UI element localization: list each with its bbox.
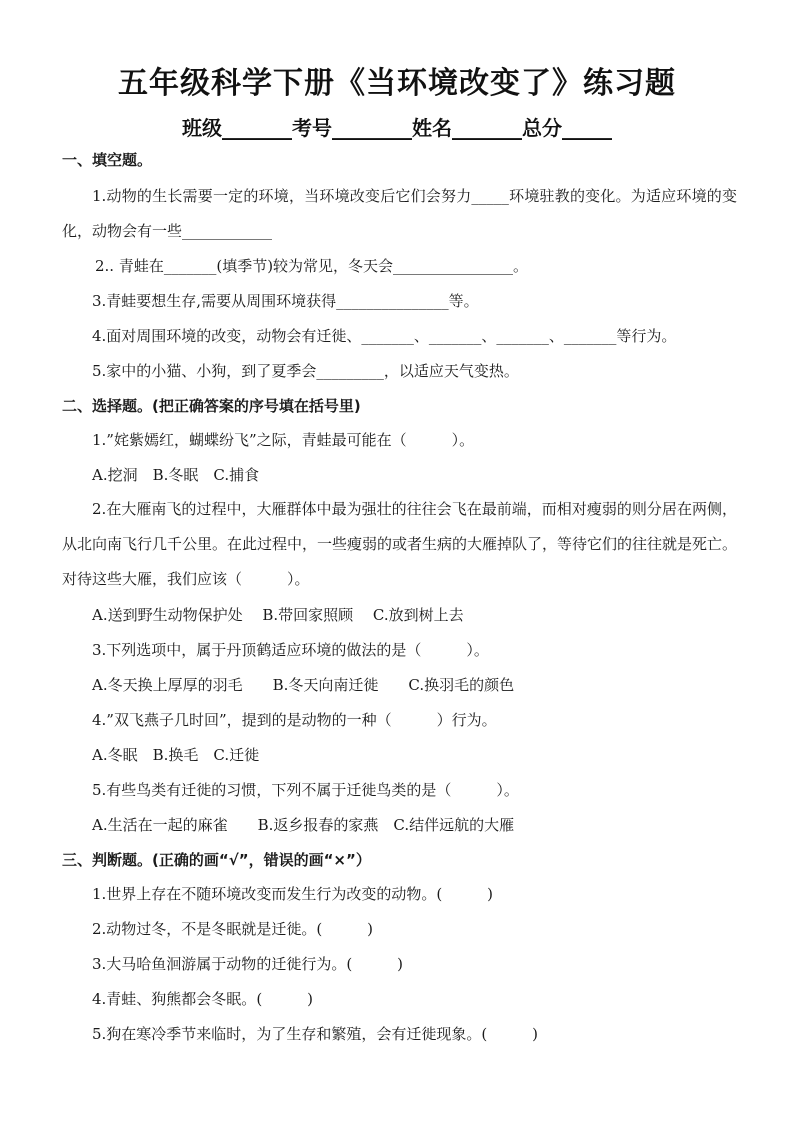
choice-question-2: 2.在大雁南飞的过程中，大雁群体中最为强壮的往往会飞在最前端，而相对瘦弱的则分居在两侧，从北向南飞行几千公里。在此过程中，一些瘦弱的或者生病的大雁掉队了，等待它们的往往就是死亡。对待这些大雁，我们应该（ ）。	[62, 500, 738, 588]
student-info-line: 班级_______考号________姓名_______总分_____	[182, 116, 612, 140]
section-heading-multiple-choice: 二、选择题。(把正确答案的序号填在括号里)	[62, 397, 361, 415]
choice-question-5: 5.有些鸟类有迁徙的习惯，下列不属于迁徙鸟类的是（ ）。	[92, 781, 519, 799]
choice-question-4: 4.”双飞燕子几时回”，提到的是动物的一种（ ）行为。	[92, 711, 497, 729]
choice-options-4: A.冬眠 B.换毛 C.迁徙	[92, 746, 260, 764]
fill-blank-question-1: 1.动物的生长需要一定的环境，当环境改变后它们会努力_____环境驻教的变化。为适应环境的变化，动物会有一些____________	[62, 187, 737, 240]
section-heading-fill-blank: 一、填空题。	[62, 151, 153, 169]
choice-options-1: A.挖洞 B.冬眠 C.捕食	[92, 466, 260, 484]
judge-question-1: 1.世界上存在不随环境改变而发生行为改变的动物。( )	[92, 885, 494, 903]
judge-question-3: 3.大马哈鱼洄游属于动物的迁徙行为。( )	[92, 955, 404, 973]
choice-question-3: 3.下列选项中，属于丹顶鹤适应环境的做法的是（ ）。	[92, 641, 489, 659]
fill-blank-question-4: 4.面对周围环境的改变，动物会有迁徙、_______、_______、_______、_______等行为。	[92, 327, 677, 345]
choice-options-2: A.送到野生动物保护处 B.带回家照顾 C.放到树上去	[92, 606, 464, 624]
choice-options-3: A.冬天换上厚厚的羽毛 B.冬天向南迁徙 C.换羽毛的颜色	[92, 676, 515, 694]
judge-question-5: 5.狗在寒冷季节来临时，为了生存和繁殖，会有迁徙现象。( )	[92, 1025, 539, 1043]
judge-question-4: 4.青蛙、狗熊都会冬眠。( )	[92, 990, 314, 1008]
fill-blank-question-2: 2.. 青蛙在_______(填季节)较为常见，冬天会________________。	[95, 257, 529, 275]
fill-blank-question-5: 5.家中的小猫、小狗，到了夏季会_________，以适应天气变热。	[92, 362, 519, 380]
page-title: 五年级科学下册《当环境改变了》练习题	[118, 66, 676, 101]
fill-blank-question-3: 3.青蛙要想生存,需要从周围环境获得_______________等。	[92, 292, 479, 310]
choice-options-5: A.生活在一起的麻雀 B.返乡报春的家燕 C.结伴远航的大雁	[92, 816, 515, 834]
choice-question-1: 1.”姹紫嫣红，蝴蝶纷飞”之际，青蛙最可能在（ ）。	[92, 431, 475, 449]
section-heading-true-false: 三、判断题。(正确的画“√”，错误的画“×”）	[62, 851, 371, 869]
judge-question-2: 2.动物过冬，不是冬眠就是迁徙。( )	[92, 920, 374, 938]
